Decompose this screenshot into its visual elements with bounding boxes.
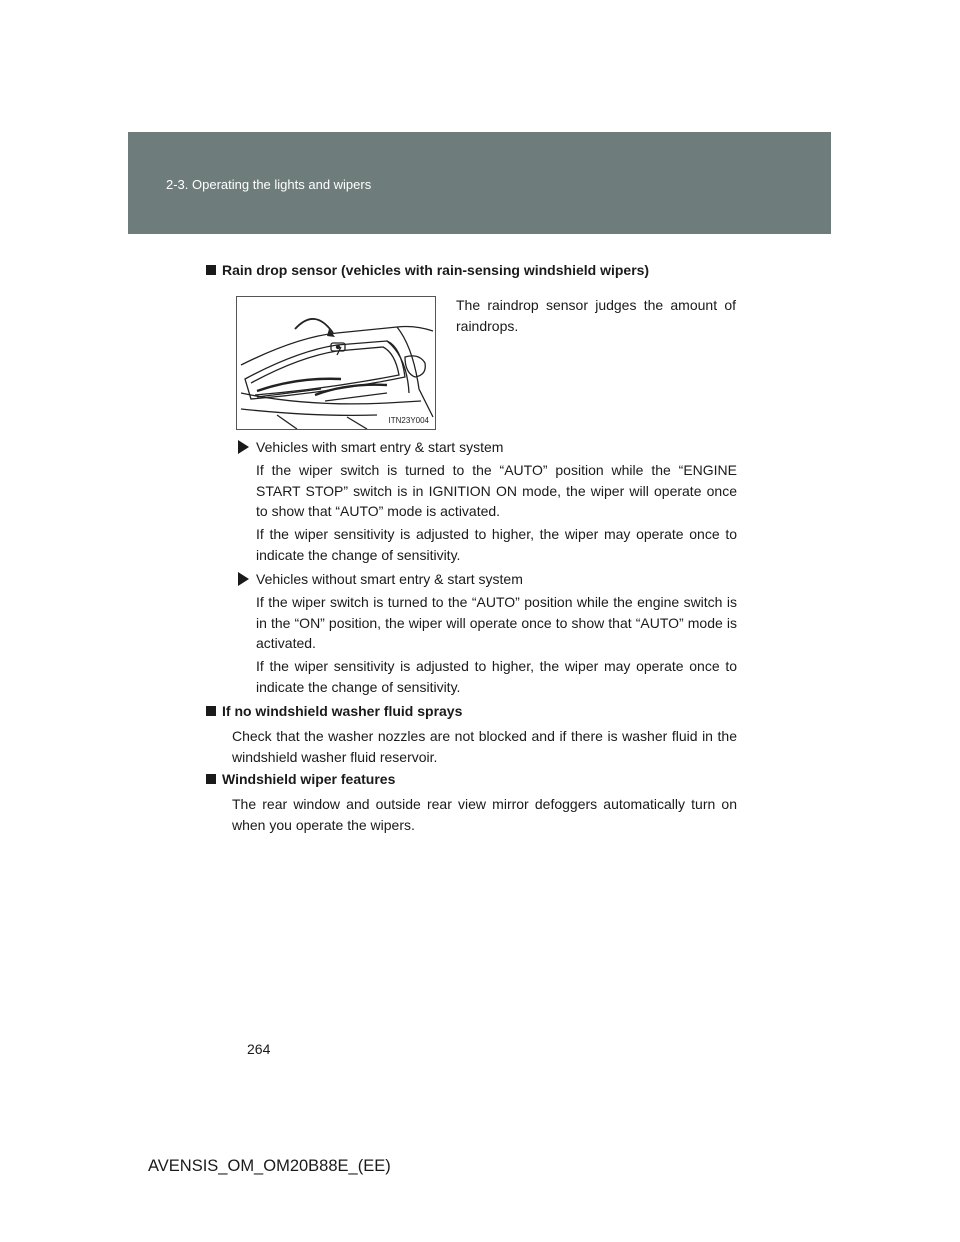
square-bullet-icon [206, 265, 216, 275]
page-number: 264 [247, 1041, 271, 1057]
bullet-without-smart-entry-label: Vehicles without smart entry & start system [256, 571, 523, 587]
triangle-bullet-icon [238, 440, 249, 454]
triangle-bullet-icon [238, 572, 249, 586]
figure-code: ITN23Y004 [388, 416, 429, 425]
heading-features [206, 771, 395, 787]
section-title: 2-3. Operating the lights and wipers [166, 177, 372, 192]
heading-rain-sensor-text: Rain drop sensor (vehicles with rain-sensing windshield wipers) [222, 262, 650, 278]
windshield-illustration [236, 296, 436, 430]
figure-caption: The raindrop sensor judges the amount of raindrops. [456, 297, 736, 334]
features-paragraph: The rear window and outside rear view mirror defoggers automatically turn on when you operate the wipers. [232, 796, 737, 833]
document-id: AVENSIS_OM_OM20B88E_(EE) [148, 1157, 391, 1175]
heading-features-text: Windshield wiper features [222, 771, 396, 787]
bullet-without-smart-entry [238, 571, 523, 587]
square-bullet-icon [206, 774, 216, 784]
car-windshield-image [237, 297, 435, 429]
bullet-with-smart-entry-label: Vehicles with smart entry & start system [256, 439, 504, 455]
no-smart-entry-paragraph-2: If the wiper sensitivity is adjusted to higher, the wiper may operate once to indicate the change of sensitivity. [256, 658, 737, 695]
washer-paragraph: Check that the washer nozzles are not blocked and if there is washer fluid in the windshield washer fluid reservoir. [232, 728, 737, 765]
heading-washer-text: If no windshield washer fluid sprays [222, 703, 463, 719]
header-band [128, 132, 831, 234]
heading-washer [206, 703, 462, 719]
smart-entry-paragraph-1: If the wiper switch is turned to the “AUTO” position while the “ENGINE START STOP” switch is in IGNITION ON mode, the wiper will operate once to show that “AUTO” mode is activated. [256, 462, 737, 519]
heading-rain-sensor [206, 262, 649, 278]
no-smart-entry-paragraph-1: If the wiper switch is turned to the “AUTO” position while the engine switch is in the “ON” position, the wiper will operate once to show that “AUTO” mode is activated. [256, 594, 737, 651]
bullet-with-smart-entry [238, 439, 503, 455]
square-bullet-icon [206, 706, 216, 716]
smart-entry-paragraph-2: If the wiper sensitivity is adjusted to higher, the wiper may operate once to indicate the change of sensitivity. [256, 526, 737, 563]
